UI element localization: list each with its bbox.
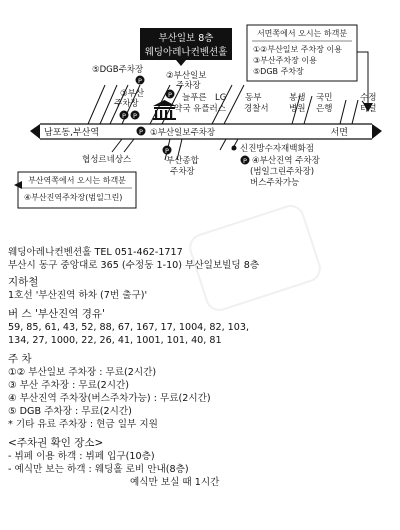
parking-marker-4 xyxy=(241,156,250,166)
parking-marker-center xyxy=(163,146,172,156)
ticket-item: - 예식만 보는 하객 : 웨딩홀 로비 안내(8층) xyxy=(8,464,189,475)
parking-item: * 기타 유료 주차장 : 현금 일부 지원 xyxy=(8,419,158,430)
parking-marker-2 xyxy=(166,90,175,100)
svg-text:P: P xyxy=(139,128,143,136)
seomyeon-guide-item-1: ①②부산일보 주차장 이용 xyxy=(253,45,342,54)
venue-title-line1: 부산일보 8층 xyxy=(158,33,214,44)
venue-info xyxy=(8,246,393,489)
label-busan-parking: ③부산 주차장 xyxy=(114,89,145,109)
ticket-item: - 뷔페 이용 하객 : 뷔페 입구(10층) xyxy=(8,451,155,462)
ticket-title: <주차권 확인 장소> xyxy=(8,437,104,449)
svg-text:P: P xyxy=(133,112,137,120)
label-bongseng-hospital: 봉생 병원 xyxy=(289,93,306,114)
seomyeon-guide-item-2: ③부산주차장 이용 xyxy=(253,56,317,65)
parking-item: ①② 부산일보 주차장 : 무료(2시간) xyxy=(8,367,157,378)
label-dgb-parking: ⑤DGB주차장 xyxy=(92,65,144,75)
road-label-nampodong: 남포동,부산역 xyxy=(44,128,100,138)
seomyeon-guide-box xyxy=(247,25,373,112)
label-sinjin: 신진방수자재백화점 xyxy=(240,144,314,154)
parking-marker-1 xyxy=(137,127,146,137)
parking-title: 주 차 xyxy=(8,353,32,365)
venue-pointer xyxy=(176,60,186,66)
bus-line-1: 59, 85, 61, 43, 52, 88, 67, 167, 17, 1004, 82, 103, xyxy=(8,322,250,333)
bus-title: 버 스 '부산진역 경유' xyxy=(8,308,105,320)
location-map xyxy=(0,0,400,240)
parking-label-main: ①부산일보주차장 xyxy=(150,128,216,138)
landmark-dot-sinjin xyxy=(232,146,237,151)
label-dongbu-police: 동부 경찰서 xyxy=(244,93,269,114)
venue-title-line2: 웨딩아레나컨벤션홀 xyxy=(144,47,228,58)
ticket-item: 예식만 보실 때 1시간 xyxy=(130,477,220,488)
label-busanjin-parking: ④부산진역 주차장 (범일그린주차장) 버스주차가능 xyxy=(250,156,320,188)
parking-marker-3a xyxy=(120,111,129,121)
svg-text:P: P xyxy=(138,77,142,85)
label-hyupsung: 협성르네상스 xyxy=(82,155,132,165)
venue-phone: 웨딩아레나컨벤션홀 TEL 051-462-1717 xyxy=(8,247,183,258)
road-label-seomyeon: 서면 xyxy=(330,128,348,138)
busan-station-guide-box xyxy=(14,172,136,208)
parking-item: ④ 부산진역 주차장(버스주차가능) : 무료(2시간) xyxy=(8,393,211,404)
parking-marker-3b xyxy=(131,111,140,121)
label-pharmacy: 약국 유플러스 xyxy=(174,104,226,114)
parking-item: ⑤ DGB 주차장 : 무료(2시간) xyxy=(8,406,132,417)
label-kookmin-bank: 국민 은행 xyxy=(316,93,333,114)
seomyeon-guide-item-3: ⑤DGB 주차장 xyxy=(253,67,304,76)
svg-text:P: P xyxy=(122,112,126,120)
label-ilbo-parking: ②부산일보 주차장 xyxy=(166,71,207,91)
label-neulpureun: 늘푸른 xyxy=(182,93,207,103)
svg-text:P: P xyxy=(243,157,247,165)
parking-item: ③ 부산 주차장 : 무료(2시간) xyxy=(8,380,130,391)
label-sujeong-tunnel: 수정 터널 xyxy=(360,93,377,114)
svg-text:P: P xyxy=(165,147,169,155)
venue-address: 부산시 동구 중앙대로 365 (수정동 1-10) 부산일보빌딩 8층 xyxy=(8,260,260,271)
label-lg: LG xyxy=(215,93,227,103)
subway-desc: 1호선 '부산진역 하차 (7번 출구)' xyxy=(8,290,148,301)
busan-guide-item: ④부산진역주차장(범일그린) xyxy=(24,193,123,202)
svg-text:P: P xyxy=(168,91,172,99)
seomyeon-guide-title: 서면쪽에서 오시는 하객분 xyxy=(256,29,348,38)
label-busan-center-parking: 부산종합 주차장 xyxy=(166,156,199,177)
subway-title: 지하철 xyxy=(8,276,39,288)
parking-marker-5 xyxy=(136,76,145,86)
bus-line-2: 134, 27, 1000, 22, 26, 41, 1001, 101, 40, 81 xyxy=(8,335,222,346)
busan-guide-title: 부산역쪽에서 오시는 하객분 xyxy=(28,176,126,185)
